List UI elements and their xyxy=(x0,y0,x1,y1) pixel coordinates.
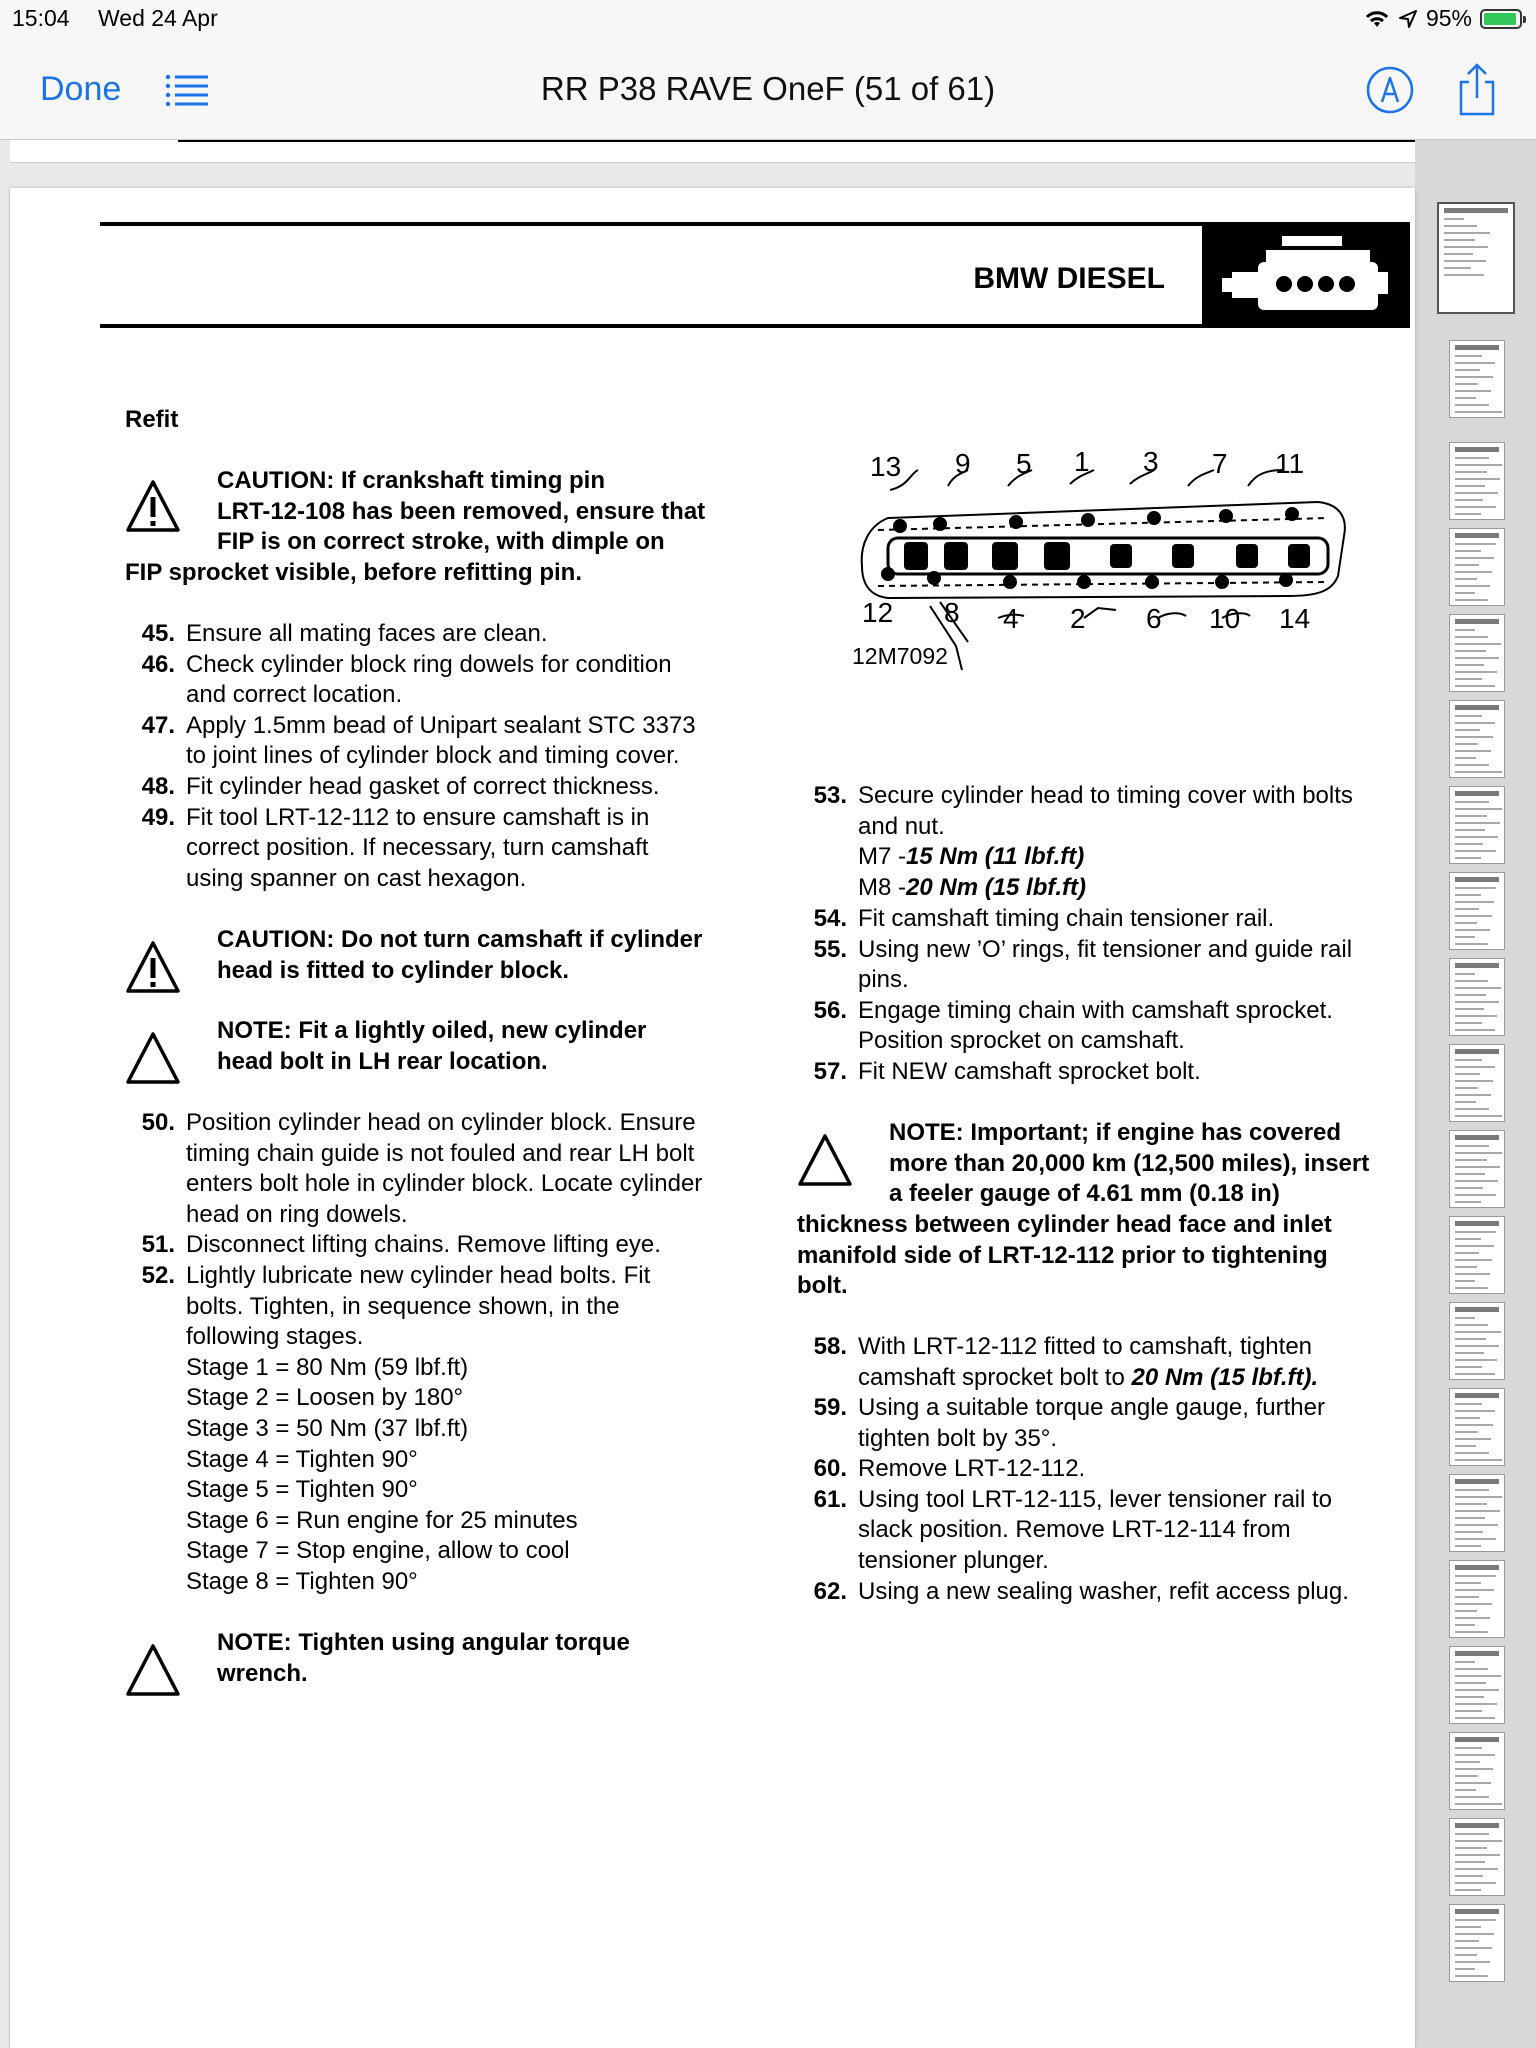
page-thumbnail[interactable] xyxy=(1449,1646,1505,1724)
refit-heading: Refit xyxy=(125,406,179,433)
diagram-bolt-number: 6 xyxy=(1146,603,1162,634)
step-text: Using a new sealing washer, refit access plug. xyxy=(858,1577,1349,1605)
diagram-bolt-number: 11 xyxy=(1275,448,1305,479)
markup-pen-icon[interactable] xyxy=(1366,66,1414,114)
diagram-bolt-number: 13 xyxy=(870,451,902,482)
step-text: using spanner on cast hexagon. xyxy=(186,864,527,892)
step-text: following stages. xyxy=(186,1323,364,1351)
step-item xyxy=(797,935,1417,996)
step-text: Fit tool LRT-12-112 to ensure camshaft is in xyxy=(186,803,650,831)
step-text: correct position. If necessary, turn camshaft xyxy=(186,834,649,862)
step-text: bolts. Tighten, in sequence shown, in the xyxy=(186,1292,620,1320)
step-text: Stage 5 = Tighten 90° xyxy=(186,1476,418,1504)
step-text: Fit cylinder head gasket of correct thickness. xyxy=(186,772,660,800)
wifi-icon xyxy=(1364,9,1390,29)
step-text: and correct location. xyxy=(186,681,403,709)
page-thumbnail[interactable] xyxy=(1449,1474,1505,1552)
diagram-bolt-number: 7 xyxy=(1212,448,1228,479)
step-item xyxy=(797,904,1417,935)
status-date: Wed 24 Apr xyxy=(98,5,218,31)
step-item xyxy=(125,1230,765,1261)
step-number: 46. xyxy=(141,650,175,678)
diagram-bolt-number: 4 xyxy=(1003,603,1019,634)
step-item: 53. Secure cylinder head to timing cover with bolts and nut. M7 -15 Nm (11 lbf.ft) M8 -20 Nm (15 lbf.ft) xyxy=(813,782,1353,901)
step-text: enters bolt hole in cylinder block. Locate cylinder xyxy=(186,1170,703,1198)
page-thumbnail[interactable] xyxy=(1437,202,1515,314)
step-number: 62. xyxy=(813,1577,847,1605)
step-number: 45. xyxy=(141,620,175,647)
diagram-bolt-number: 1 xyxy=(1074,446,1090,477)
step-number: 51. xyxy=(141,1231,175,1259)
page-thumbnail[interactable] xyxy=(1449,1904,1505,1982)
diagram-bolt-number: 9 xyxy=(955,448,971,479)
steps-list-b xyxy=(125,1108,765,1598)
page-thumbnail[interactable] xyxy=(1449,1732,1505,1810)
step-number: 57. xyxy=(813,1057,847,1085)
status-right xyxy=(1364,5,1522,32)
page-thumbnail[interactable] xyxy=(1449,1130,1505,1208)
page-thumbnail[interactable] xyxy=(1449,700,1505,778)
step-number: 52. xyxy=(141,1261,175,1289)
section-title: BMW DIESEL xyxy=(973,262,1165,295)
step-text: head on ring dowels. xyxy=(186,1200,408,1228)
step-text: Check cylinder block ring dowels for condition xyxy=(186,650,672,678)
diagram-bolt-number: 12 xyxy=(862,597,894,628)
page-thumbnail[interactable] xyxy=(1449,1216,1505,1294)
caution-warning-icon xyxy=(125,479,181,533)
step-text: Using new ’O’ rings, fit tensioner and guide rail xyxy=(858,935,1353,963)
note-3: NOTE: Important; if engine has covered more than 20,000 km (12,500 miles), insert a feeler gauge of 4.61 mm (0.18 in) xyxy=(889,1119,1370,1208)
page-thumbnail[interactable] xyxy=(1449,1044,1505,1122)
step-text: to joint lines of cylinder block and timing cover. xyxy=(186,742,680,770)
step-number: 60. xyxy=(813,1455,847,1483)
step-text: slack position. Remove LRT-12-114 from xyxy=(858,1516,1291,1544)
step-text: Fit camshaft timing chain tensioner rail. xyxy=(858,905,1275,932)
step-text: Ensure all mating faces are clean. xyxy=(186,620,548,647)
page-thumbnail[interactable] xyxy=(1449,786,1505,864)
step-number: 56. xyxy=(813,996,847,1024)
page-thumbnail[interactable] xyxy=(1449,1560,1505,1638)
step-text: Remove LRT-12-112. xyxy=(858,1455,1086,1483)
step-53 xyxy=(797,781,1417,903)
step-item xyxy=(125,619,745,650)
step-item xyxy=(125,803,745,895)
step-number: 50. xyxy=(141,1109,175,1136)
status-bar xyxy=(0,0,1536,40)
page-thumbnail[interactable] xyxy=(1449,340,1505,418)
note-triangle-icon xyxy=(797,1133,853,1187)
note-triangle-icon xyxy=(125,1031,181,1085)
step-text: Stage 3 = 50 Nm (37 lbf.ft) xyxy=(186,1414,469,1442)
step-text: Engage timing chain with camshaft sprocket. xyxy=(858,996,1333,1024)
location-arrow-icon xyxy=(1398,9,1418,29)
done-button[interactable]: Done xyxy=(40,70,122,108)
step-text: tighten bolt by 35°. xyxy=(858,1424,1058,1452)
note-3-end: thickness between cylinder head face and inlet manifold side of LRT-12-112 prior to tightening bolt. xyxy=(797,1211,1332,1300)
page-thumbnail[interactable] xyxy=(1449,958,1505,1036)
step-item xyxy=(797,1057,1417,1088)
engine-icon xyxy=(1202,222,1410,328)
diagram-bolt-number: 2 xyxy=(1070,603,1086,634)
page-thumbnail[interactable] xyxy=(1449,614,1505,692)
diagram-bolt-number: 8 xyxy=(944,597,960,628)
caution-warning-icon xyxy=(125,940,181,994)
step-item xyxy=(125,1108,765,1230)
step-number: 59. xyxy=(813,1394,847,1421)
step-text: Stage 4 = Tighten 90° xyxy=(186,1445,418,1473)
step-text: Disconnect lifting chains. Remove lifting eye. xyxy=(186,1231,661,1259)
thumbnail-sidebar[interactable] xyxy=(1415,140,1536,2048)
page-thumbnail[interactable] xyxy=(1449,1302,1505,1380)
step-text: timing chain guide is not fouled and rear LH bolt xyxy=(186,1139,695,1167)
step-number: 61. xyxy=(813,1485,847,1513)
page-header xyxy=(100,222,1410,328)
step-item xyxy=(797,1577,1417,1608)
diagram-bolt-number: 14 xyxy=(1279,603,1311,634)
battery-percent: 95% xyxy=(1425,5,1472,31)
step-item xyxy=(125,711,745,772)
step-text: Using a suitable torque angle gauge, further xyxy=(858,1394,1325,1421)
step-text: tensioner plunger. xyxy=(858,1546,1049,1574)
step-number: 54. xyxy=(813,905,847,932)
step-text: Fit NEW camshaft sprocket bolt. xyxy=(858,1057,1201,1085)
diagram-code: 12M7092 xyxy=(852,643,948,669)
steps-list-a xyxy=(125,619,745,894)
step-number: 47. xyxy=(141,711,175,739)
battery-icon xyxy=(1480,9,1522,29)
diagram-bolt-number: 3 xyxy=(1143,446,1159,477)
step-item xyxy=(797,1393,1417,1454)
step-number: 48. xyxy=(141,772,175,800)
step-text: Lightly lubricate new cylinder head bolts. Fit xyxy=(186,1261,651,1289)
page-thumbnail[interactable] xyxy=(1449,872,1505,950)
share-icon[interactable] xyxy=(1455,62,1499,118)
cylinder-head-bolt-sequence-diagram xyxy=(848,446,1358,676)
caution-note-2: CAUTION: Do not turn camshaft if cylinder head is fitted to cylinder block. xyxy=(217,926,703,984)
step-text: Stage 6 = Run engine for 25 minutes xyxy=(186,1506,578,1534)
step-number: 55. xyxy=(813,935,847,963)
step-text: Apply 1.5mm bead of Unipart sealant STC 3373 xyxy=(186,711,696,739)
diagram-bolt-number: 10 xyxy=(1209,603,1241,634)
step-text: Stage 2 = Loosen by 180° xyxy=(186,1384,464,1412)
step-text: Position sprocket on camshaft. xyxy=(858,1027,1185,1055)
caution-note-1-end: FIP sprocket visible, before refitting pin. xyxy=(125,559,582,586)
status-time: 15:04 xyxy=(12,5,70,31)
step-text: pins. xyxy=(858,966,909,994)
step-text: Position cylinder head on cylinder block. Ensure xyxy=(186,1109,696,1136)
step-item xyxy=(797,1485,1417,1577)
step-item xyxy=(125,1261,765,1598)
step-item: 58. With LRT-12-112 fitted to camshaft, tighten camshaft sprocket bolt to 20 Nm (15 lbf.ft). xyxy=(813,1333,1319,1391)
step-item xyxy=(797,996,1417,1057)
caution-note-1: CAUTION: If crankshaft timing pin LRT-12-108 has been removed, ensure that FIP is on correct stroke, with dimple on xyxy=(217,467,706,556)
page-thumbnail[interactable] xyxy=(1449,442,1505,520)
step-text: Stage 1 = 80 Nm (59 lbf.ft) xyxy=(186,1353,469,1381)
step-item xyxy=(125,772,745,803)
step-text: Stage 8 = Tighten 90° xyxy=(186,1567,418,1595)
previous-page-edge xyxy=(10,140,1415,163)
step-text: Using tool LRT-12-115, lever tensioner rail to xyxy=(858,1485,1333,1513)
diagram-bolt-number: 5 xyxy=(1016,448,1032,479)
steps-list-d xyxy=(797,1393,1417,1607)
step-text: Stage 7 = Stop engine, allow to cool xyxy=(186,1537,570,1565)
note-1: NOTE: Fit a lightly oiled, new cylinder head bolt in LH rear location. xyxy=(217,1017,647,1075)
document-title: RR P38 RAVE OneF (51 of 61) xyxy=(540,70,996,107)
note-2: NOTE: Tighten using angular torque wrench. xyxy=(217,1629,630,1687)
step-item xyxy=(797,1454,1417,1485)
step-item xyxy=(125,650,745,711)
step-number: 49. xyxy=(141,803,175,831)
steps-list-c xyxy=(797,904,1417,1088)
note-triangle-icon xyxy=(125,1643,181,1697)
toolbar xyxy=(0,40,1536,140)
step-58 xyxy=(797,1332,1417,1393)
page-thumbnail[interactable] xyxy=(1449,1388,1505,1466)
page-thumbnail[interactable] xyxy=(1449,528,1505,606)
page-thumbnail[interactable] xyxy=(1449,1818,1505,1896)
